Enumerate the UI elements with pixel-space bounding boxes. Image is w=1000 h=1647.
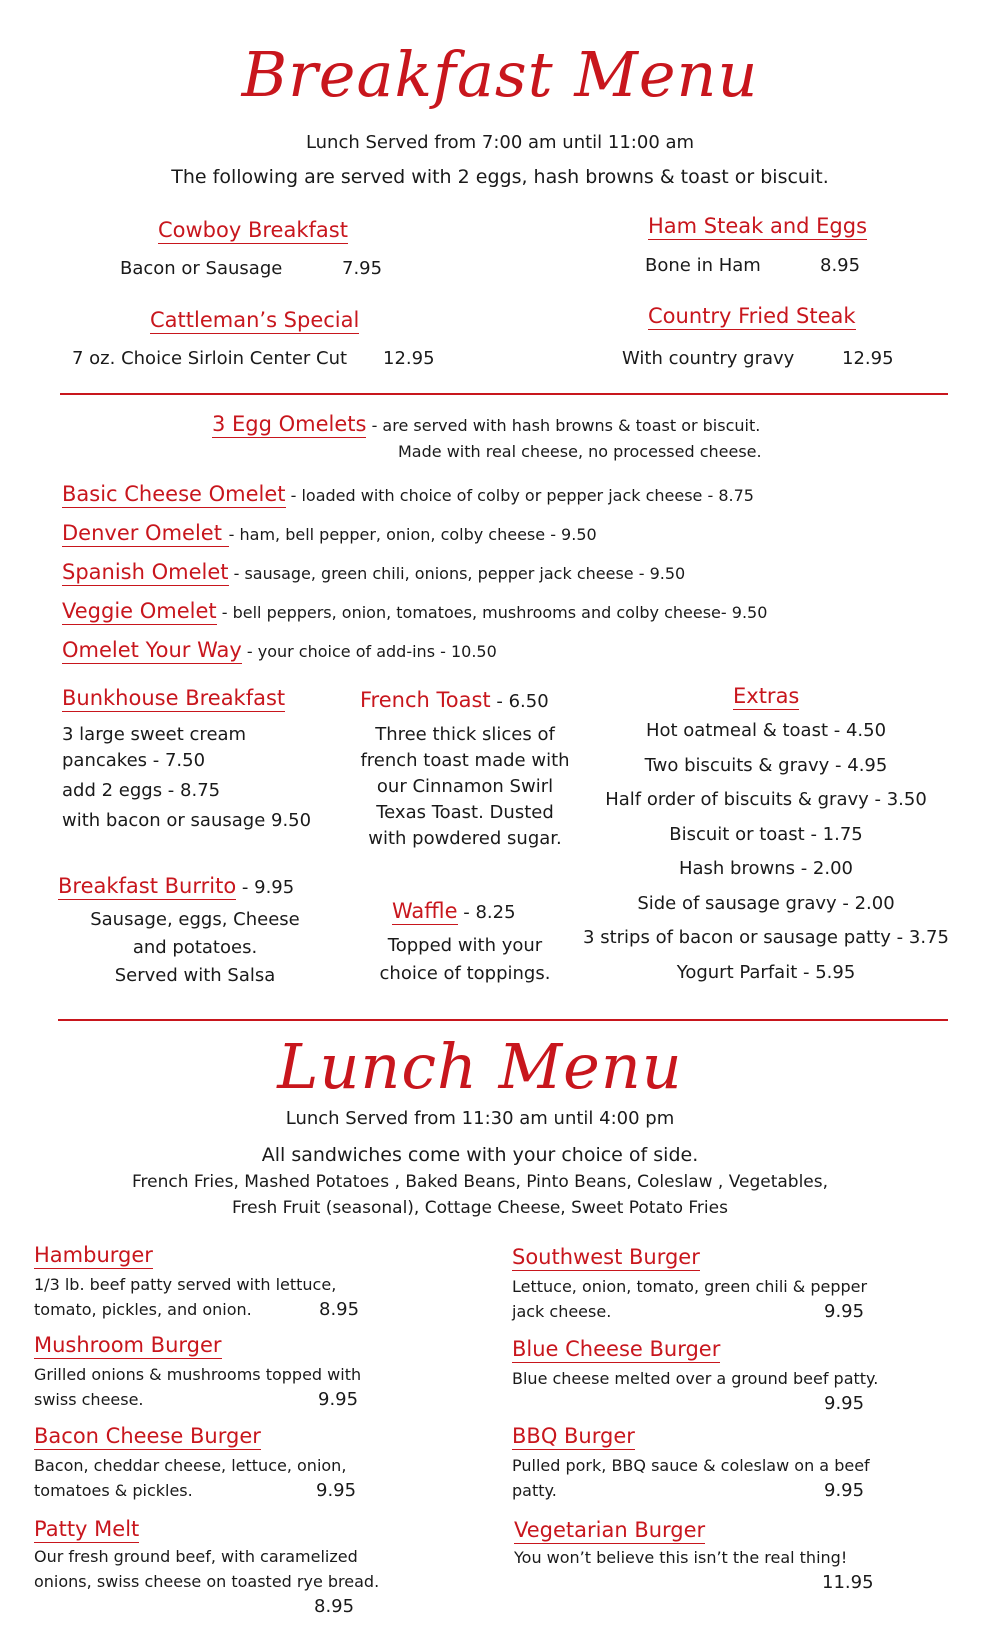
extras-list <box>578 714 954 990</box>
omelets-note: - are served with hash browns & toast or biscuit. <box>366 416 761 435</box>
lunch-item-price: 9.95 <box>318 1389 359 1410</box>
desc-line: our Cinnamon Swirl <box>376 776 554 797</box>
lunch-item-desc: You won’t believe this isn’t the real thing! <box>514 1548 848 1567</box>
omelets-note-cheese: Made with real cheese, no processed cheese. <box>398 442 762 461</box>
omelets-header <box>212 412 760 436</box>
extras-item: Hash browns - 2.00 <box>678 858 854 879</box>
country-fried-steak-name: Country Fried Steak <box>648 304 856 328</box>
cowboy-breakfast-name: Cowboy Breakfast <box>158 218 348 242</box>
lunch-item-name: Vegetarian Burger <box>514 1518 706 1542</box>
country-fried-steak-price: 12.95 <box>842 348 894 369</box>
lunch-sides-intro: All sandwiches come with your choice of side. <box>261 1144 699 1166</box>
lunch-item-name: BBQ Burger <box>512 1424 635 1448</box>
omelet-item <box>62 599 767 623</box>
french-toast-price: - 6.50 <box>490 691 549 712</box>
ham-steak-price: 8.95 <box>820 255 861 276</box>
lunch-item-price: 8.95 <box>319 1299 360 1320</box>
lunch-item <box>512 1245 912 1324</box>
extras-item: Two biscuits & gravy - 4.95 <box>644 754 888 776</box>
omelet-item <box>62 560 685 584</box>
french-toast-header <box>360 688 549 712</box>
cowboy-breakfast-desc: Bacon or Sausage <box>120 258 283 279</box>
desc-line: patty. <box>512 1481 557 1500</box>
lunch-item-name: Mushroom Burger <box>34 1333 222 1357</box>
lunch-item <box>34 1333 404 1412</box>
lunch-hours: Lunch Served from 11:30 am until 4:00 pm <box>285 1108 675 1129</box>
desc-line: Sausage, eggs, Cheese <box>90 909 300 930</box>
desc-line: Served with Salsa <box>114 965 276 986</box>
breakfast-served-with: The following are served with 2 eggs, hash browns & toast or biscuit. <box>171 166 829 188</box>
extras-item: Half order of biscuits & gravy - 3.50 <box>605 789 927 810</box>
omelet-desc: - sausage, green chili, onions, pepper jack cheese - 9.50 <box>228 564 686 583</box>
desc-line: Three thick slices of <box>375 724 555 745</box>
lunch-item-price: 11.95 <box>822 1572 874 1593</box>
divider <box>60 393 948 395</box>
omelet-name: Denver Omelet <box>62 521 229 545</box>
omelet-item <box>62 638 497 662</box>
desc-line: and potatoes. <box>132 937 258 958</box>
lunch-item-desc: Bacon, cheddar cheese, lettuce, onion, <box>34 1456 347 1475</box>
desc-line: Texas Toast. Dusted <box>376 802 554 823</box>
omelet-name: Basic Cheese Omelet <box>62 482 286 506</box>
lunch-item-desc: 1/3 lb. beef patty served with lettuce, <box>34 1275 337 1294</box>
desc-line: with powdered sugar. <box>368 828 562 849</box>
lunch-item-price: 9.95 <box>824 1301 865 1322</box>
extras-item: 3 strips of bacon or sausage patty - 3.75 <box>583 927 949 948</box>
lunch-item-desc: Our fresh ground beef, with caramelized <box>34 1547 358 1566</box>
lunch-item-desc <box>512 1478 912 1503</box>
french-toast-name: French Toast <box>360 688 491 712</box>
lunch-item-desc <box>34 1387 404 1412</box>
lunch-item <box>34 1517 414 1619</box>
desc-line: Topped with your <box>387 935 543 956</box>
extras-item: Biscuit or toast - 1.75 <box>669 823 863 845</box>
desc-line: choice of toppings. <box>379 963 551 984</box>
burrito-desc <box>70 906 320 990</box>
omelets-title: 3 Egg Omelets <box>212 412 367 436</box>
lunch-item <box>34 1243 404 1322</box>
lunch-item-name: Patty Melt <box>34 1517 140 1541</box>
lunch-item-name: Bacon Cheese Burger <box>34 1424 261 1448</box>
omelet-item <box>62 521 597 545</box>
lunch-item <box>512 1337 912 1416</box>
desc-line: swiss cheese. <box>34 1390 144 1409</box>
breakfast-hours: Lunch Served from 7:00 am until 11:00 am <box>305 132 695 153</box>
lunch-item-price: 9.95 <box>316 1480 357 1501</box>
lunch-item <box>512 1424 912 1503</box>
omelet-item <box>62 482 754 506</box>
french-toast-desc <box>340 722 590 852</box>
lunch-item-desc <box>34 1297 404 1322</box>
lunch-item-desc: Blue cheese melted over a ground beef patty. <box>512 1369 879 1388</box>
country-fried-steak-desc: With country gravy <box>622 348 795 369</box>
waffle-desc <box>340 932 590 988</box>
desc-line: tomato, pickles, and onion. <box>34 1300 252 1319</box>
desc-line: french toast made with <box>360 750 570 771</box>
breakfast-title: Breakfast Menu <box>241 38 759 111</box>
desc-line: add 2 eggs - 8.75 <box>62 780 221 801</box>
extras-name: Extras <box>733 684 800 708</box>
divider <box>58 1019 948 1021</box>
lunch-item-price: 8.95 <box>314 1596 355 1617</box>
ham-steak-name: Ham Steak and Eggs <box>648 214 868 238</box>
extras-item: Yogurt Parfait - 5.95 <box>676 961 856 983</box>
bunkhouse-name: Bunkhouse Breakfast <box>62 686 286 710</box>
omelet-name: Omelet Your Way <box>62 638 242 662</box>
lunch-item-desc <box>34 1478 404 1503</box>
omelet-desc: - bell peppers, onion, tomatoes, mushrooms and colby cheese- 9.50 <box>216 603 768 622</box>
extras-item: Hot oatmeal & toast - 4.50 <box>645 720 887 741</box>
burrito-price: - 9.95 <box>236 877 295 898</box>
desc-line: 3 large sweet cream <box>62 724 247 745</box>
omelet-desc: - ham, bell pepper, onion, colby cheese - 9.50 <box>228 525 597 544</box>
lunch-sides-line: Fresh Fruit (seasonal), Cottage Cheese, Sweet Potato Fries <box>232 1198 728 1218</box>
waffle-name: Waffle <box>392 899 458 923</box>
bunkhouse-desc <box>62 722 311 834</box>
cattleman-special-name: Cattleman’s Special <box>150 308 360 332</box>
omelet-desc: - your choice of add-ins - 10.50 <box>241 642 497 661</box>
desc-line: tomatoes & pickles. <box>34 1481 193 1500</box>
waffle-price: - 8.25 <box>457 902 516 923</box>
lunch-item <box>514 1518 914 1595</box>
desc-line: with bacon or sausage 9.50 <box>62 810 312 831</box>
lunch-item-desc: onions, swiss cheese on toasted rye bread. <box>34 1572 380 1591</box>
lunch-item-price: 9.95 <box>824 1480 865 1501</box>
lunch-item-name: Blue Cheese Burger <box>512 1337 721 1361</box>
lunch-item-desc: Lettuce, onion, tomato, green chili & pepper <box>512 1277 868 1296</box>
lunch-item-desc: Grilled onions & mushrooms topped with <box>34 1365 362 1384</box>
cattleman-special-price: 12.95 <box>383 348 435 369</box>
lunch-item-name: Southwest Burger <box>512 1245 700 1269</box>
lunch-item-price: 9.95 <box>824 1393 865 1414</box>
burrito-header <box>58 874 294 898</box>
lunch-sides-line: French Fries, Mashed Potatoes , Baked Beans, Pinto Beans, Coleslaw , Vegetables, <box>131 1172 829 1192</box>
lunch-item <box>34 1424 404 1503</box>
lunch-title: Lunch Menu <box>277 1030 683 1103</box>
desc-line: jack cheese. <box>512 1302 612 1321</box>
omelet-desc: - loaded with choice of colby or pepper jack cheese - 8.75 <box>285 486 754 505</box>
lunch-item-name: Hamburger <box>34 1243 153 1267</box>
omelet-name: Veggie Omelet <box>62 599 217 623</box>
lunch-item-desc: Pulled pork, BBQ sauce & coleslaw on a beef <box>512 1456 870 1475</box>
omelet-name: Spanish Omelet <box>62 560 229 584</box>
extras-item: Side of sausage gravy - 2.00 <box>637 892 895 914</box>
desc-line: pancakes - 7.50 <box>62 750 206 771</box>
ham-steak-desc: Bone in Ham <box>645 255 761 276</box>
lunch-item-desc <box>512 1299 912 1324</box>
cattleman-special-desc: 7 oz. Choice Sirloin Center Cut <box>72 348 348 369</box>
burrito-name: Breakfast Burrito <box>58 874 237 898</box>
cowboy-breakfast-price: 7.95 <box>342 258 383 279</box>
waffle-header <box>392 899 516 923</box>
